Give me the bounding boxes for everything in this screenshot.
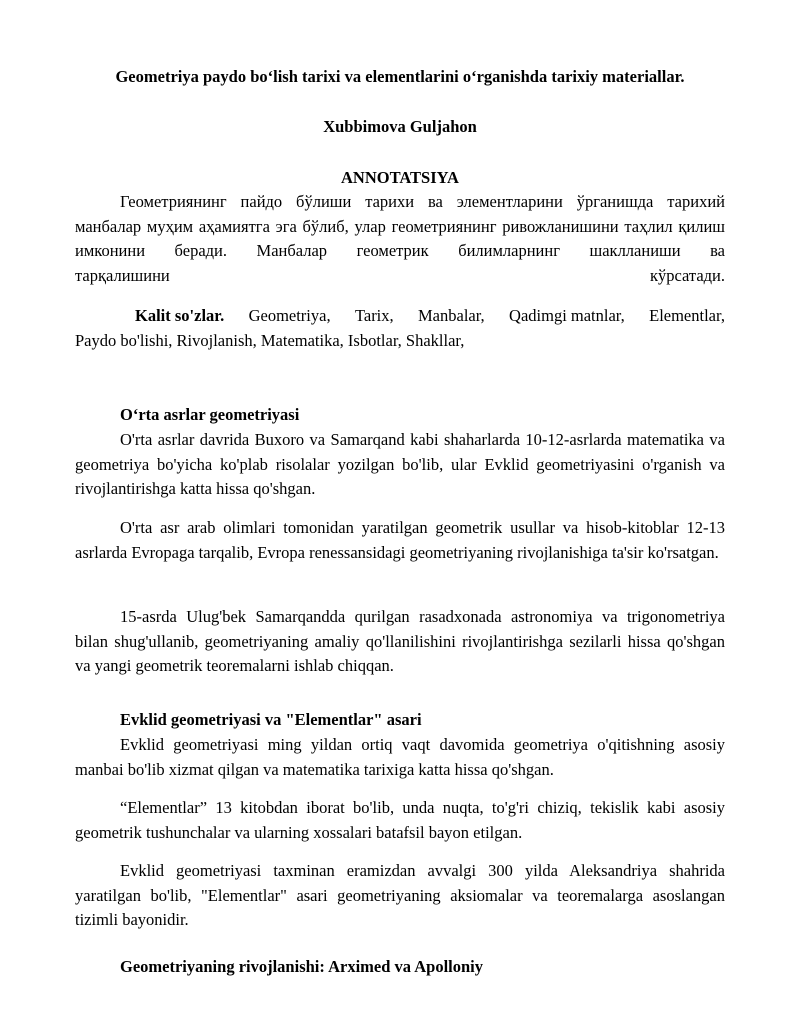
paragraph: Evklid geometriyasi ming yildan ortiq vaqt davomida geometriya o'qitishning asosiy manbai bo'lib xizmat qilgan va matematika tarixiga katta hissa qo'shgan. <box>75 735 725 779</box>
annotation-paragraph <box>75 190 725 288</box>
keyword-item: Manbalar, <box>418 306 485 325</box>
paragraph: “Elementlar” 13 kitobdan iborat bo'lib, unda nuqta, to'g'ri chiziq, tekislik kabi asosiy geometrik tushunchalar va ularning xossalari batafsil bayon etilgan. <box>75 798 725 842</box>
keyword-item: Geometriya, <box>248 306 331 325</box>
section-heading-medieval: Oʻrta asrlar geometriyasi <box>120 405 300 424</box>
section-heading-euclid: Evklid geometriyasi va "Elementlar" asari <box>120 710 422 729</box>
annotation-last-right: кўрсатади. <box>649 265 725 285</box>
paragraph: O'rta asr arab olimlari tomonidan yaratilgan geometrik usullar va hisob-kitoblar 12-13 asrlarda Evropaga tarqalib, Evropa renessansidagi geometriyaning rivojlanishiga ta'sir ko'rsatgan. <box>75 518 725 562</box>
document-title: Geometriya paydo boʻlish tarixi va elementlarini oʻrganishda tarixiy materiallar. <box>115 67 685 86</box>
annotation-last-left: тарқалишини <box>75 265 170 285</box>
keywords-line <box>75 304 725 329</box>
annotation-last-line <box>75 264 725 289</box>
annotation-text: Геометриянинг пайдо бўлиши тарихи ва элементларини ўрганишда тарихий манбалар муҳим аҳамиятга эга бўлиб, улар геометриянинг ривожланишини таҳлил қилиш имконини беради. Манбалар геометрик билимларнинг шаклланиши ва <box>75 192 725 260</box>
keyword-item: Tarix, <box>354 306 394 325</box>
keyword-item: Elementlar, <box>649 306 725 325</box>
section-heading-development: Geometriyaning rivojlanishi: Arximed va Apolloniy <box>120 957 484 976</box>
keywords-label: Kalit so'zlar. <box>135 306 225 325</box>
author-name: Xubbimova Guljahon <box>323 117 477 136</box>
keywords-paragraph <box>75 304 725 353</box>
keywords-line-2: Paydo bo'lishi, Rivojlanish, Matematika, Isbotlar, Shakllar, <box>75 330 465 350</box>
paragraph: Evklid geometriyasi taxminan eramizdan avvalgi 300 yilda Aleksandriya shahrida yaratilgan bo'lib, "Elementlar" asari geometriyaning aksiomalar va teoremalarga asoslangan tizimli bayonidir. <box>75 861 725 929</box>
annotation-heading: ANNOTATSIYA <box>341 168 459 187</box>
paragraph: O'rta asrlar davrida Buxoro va Samarqand kabi shaharlarda 10-12-asrlarda matematika va geometriya bo'yicha ko'plab risolalar yozilgan bo'lib, ular Evklid geometriyasini o'rganish va rivojlantirishga katta hissa qo'shgan. <box>75 430 725 498</box>
keyword-item: Qadimgi matnlar, <box>509 306 625 325</box>
paragraph: 15-asrda Ulug'bek Samarqandda qurilgan rasadxonada astronomiya va trigonometriya bilan shug'ullanib, geometriyaning amaliy qo'llanilishini rivojlantirishga sezilarli hissa qo'shgan va yangi geometrik teoremalarni ishlab chiqqan. <box>75 607 725 675</box>
